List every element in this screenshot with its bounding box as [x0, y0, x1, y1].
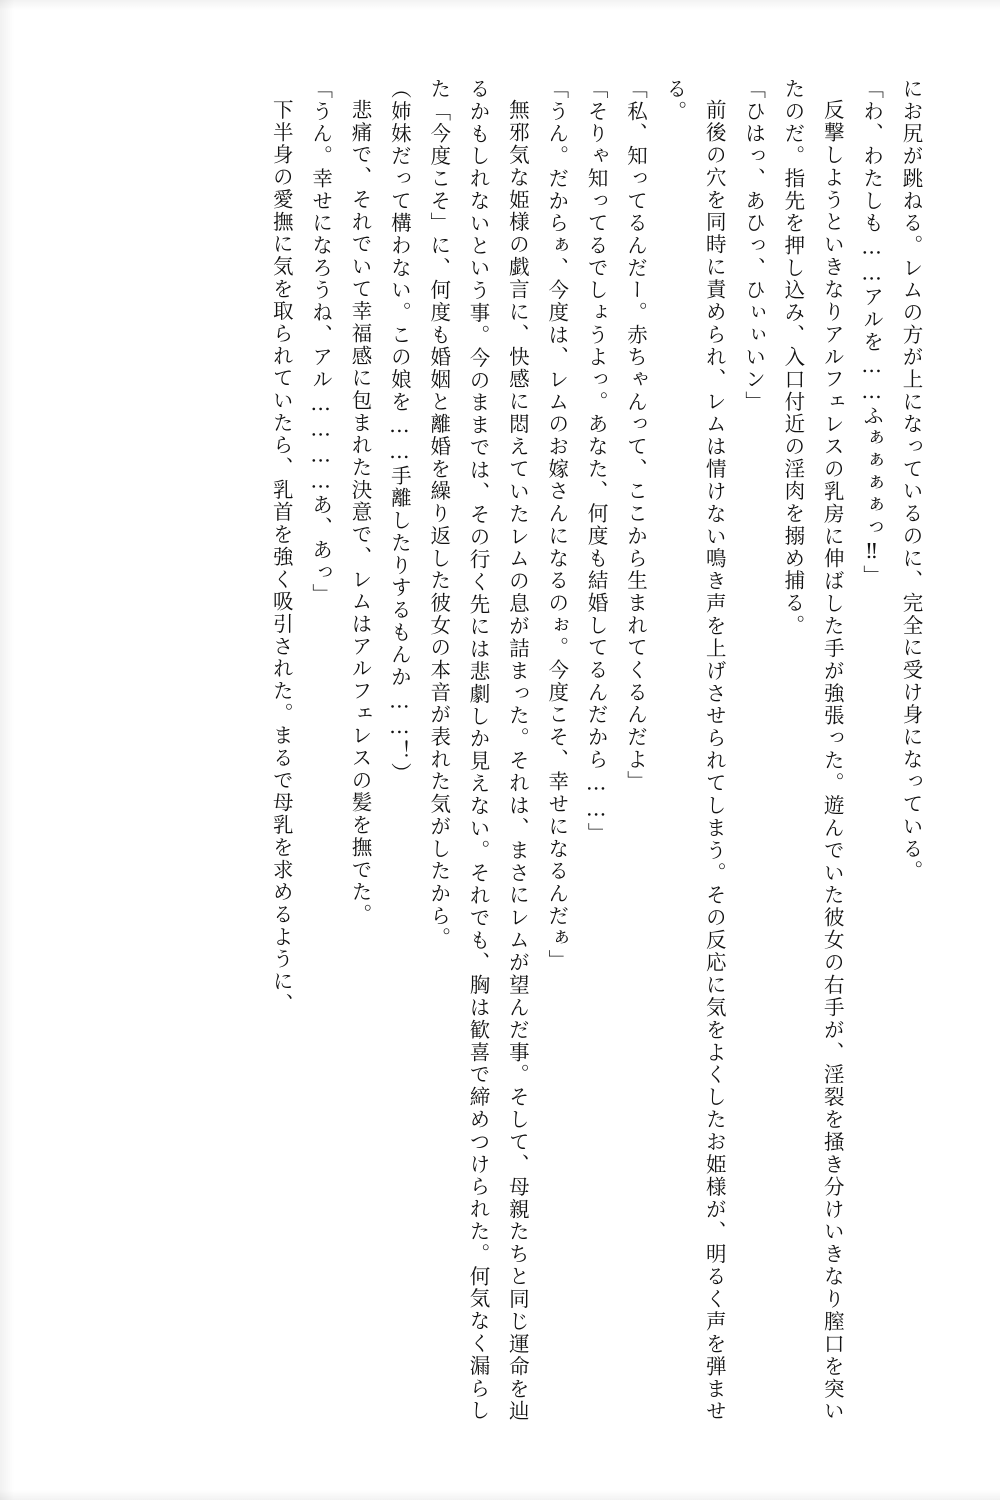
paragraph: 下半身の愛撫に気を取られていたら、乳首を強く吸引された。まるで母乳を求めるように、 [269, 98, 294, 1015]
page-edge-shading-top [0, 0, 1000, 10]
paragraph: 「ひはっ、あひっ、ひぃぃいン」 [741, 78, 766, 414]
paragraph: にお尻が跳ねる。レムの方が上になっているのに、完全に受け身になっている。 [899, 78, 923, 883]
paragraph: 反撃しようといきなりアルフェレスの乳房に伸ばした手が強張った。遊んでいた彼女の右手が、淫裂を掻き分けいきなり膣口を突いたのだ。指先を押し込み、入口付近の淫肉を搦め捕る。 [780, 78, 845, 1422]
paragraph: 「うん。だからぁ、今度は、レムのお嫁さんになるのぉ。今度こそ、幸せになるんだぁ」 [544, 78, 569, 972]
paragraph: 「わ、わたしも……アルを……ふぁぁぁぁっ‼」 [859, 78, 884, 588]
paragraph: 前後の穴を同時に責められ、レムは情けない鳴き声を上げさせられてしまう。その反応に気をよくしたお姫様が、明るく声を弾ませる。 [662, 78, 727, 1422]
page-edge-shading-left [0, 0, 14, 1500]
paragraph: 無邪気な姫様の戯言に、快感に悶えていたレムの息が詰まった。それは、まさにレムが望んだ事。そして、母親たちと同じ運命を辿るかもしれないという事。今のままでは、その行く先には悲劇しか見えない。それでも、胸は歓喜で締めつけられた。何気なく漏らした「今度こそ」に、何度も婚姻と離婚を繰り返した彼女の本音が表れた気がしたから。 [426, 78, 530, 1422]
paragraph: 「私、知ってるんだー。赤ちゃんって、ここから生まれてくるんだよ」 [623, 78, 648, 794]
paragraph: 悲痛で、それでいて幸福感に包まれた決意で、レムはアルフェレスの髪を撫でた。 [347, 98, 372, 926]
paragraph: （姉妹だって構わない。この娘を……手離したりするもんか……！） [387, 78, 412, 785]
paragraph: 「そりゃ知ってるでしょうよっ。あなた、何度も結婚してるんだから……」 [584, 78, 609, 845]
vertical-text-body [60, 78, 930, 1422]
page-edge-shading-bottom [0, 1490, 1000, 1500]
paragraph: 「うん。幸せになろうね、アル…………あ、あっ」 [308, 78, 333, 606]
